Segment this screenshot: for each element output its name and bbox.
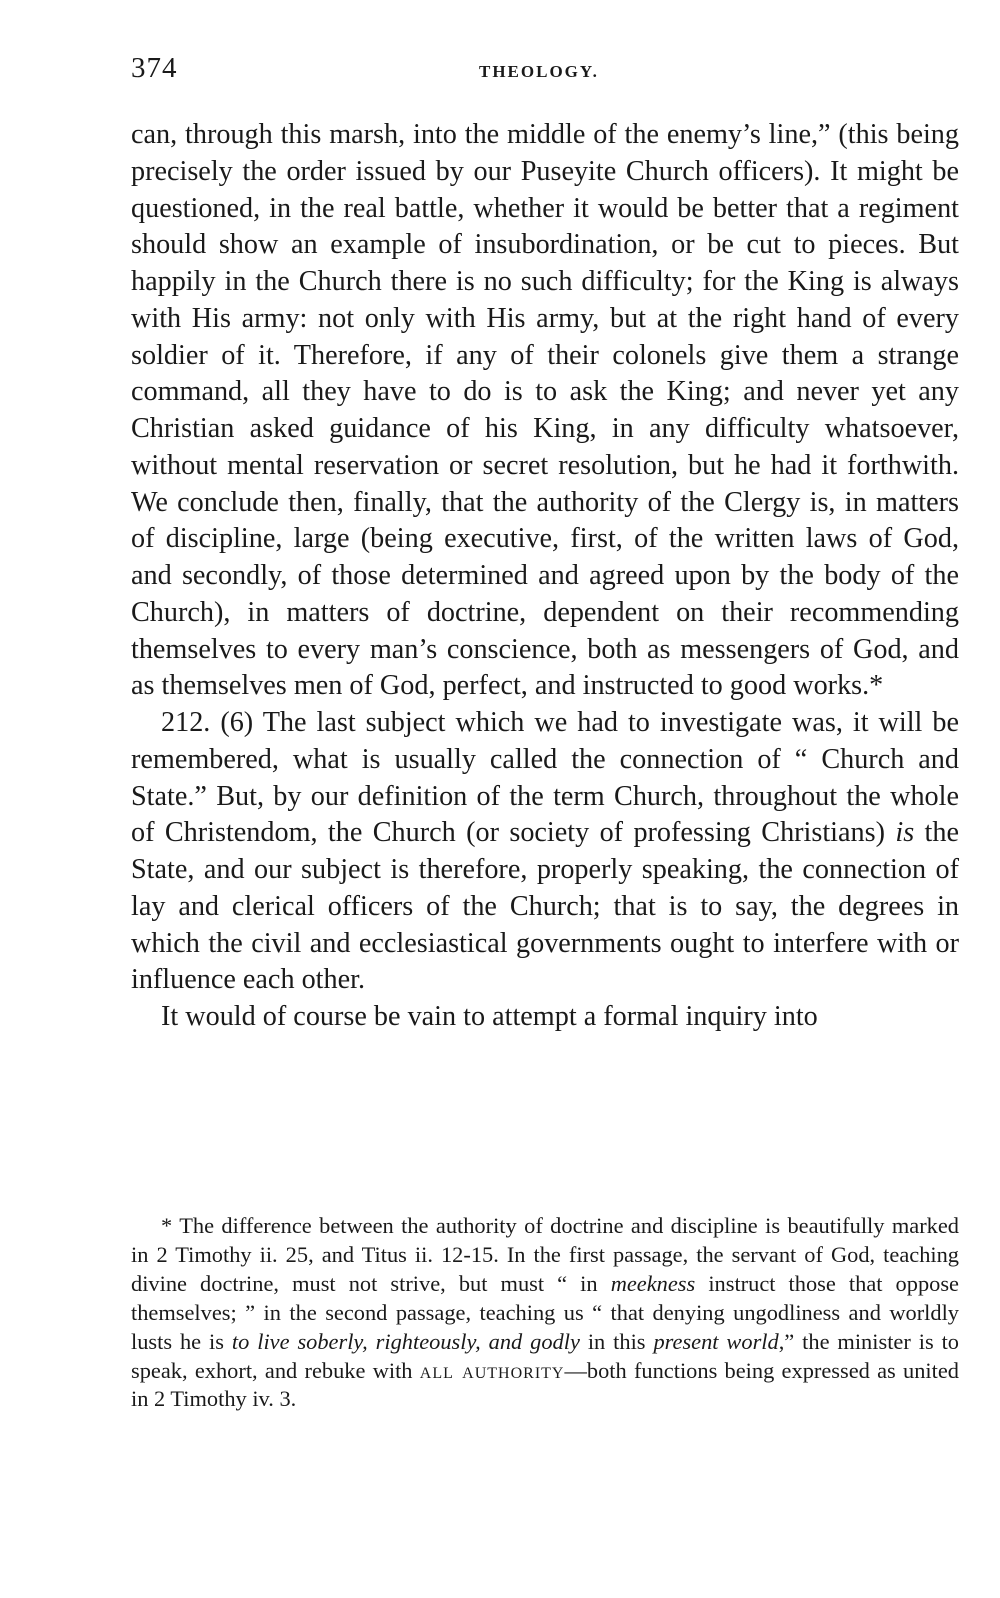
footnote bbox=[131, 1212, 959, 1414]
paragraph-text: 212. (6) The last subject which we had to investigate was, it will be remembered, what is usually called the connection of “ Church and State.” But, by our definition of the term Church, throughout the whole of Christendom, the Church (or society of professing Christians) bbox=[131, 707, 959, 849]
paragraph-next bbox=[131, 999, 959, 1036]
page-number: 374 bbox=[131, 52, 178, 84]
running-head bbox=[131, 52, 959, 92]
emphasis-is: is bbox=[895, 817, 915, 849]
footnote-smallcaps-all-authority: all authority bbox=[419, 1357, 565, 1383]
footnote-italic-quote: to live soberly, righteously, and godly bbox=[231, 1328, 580, 1354]
footnote-text: instruct those that oppose themselves; ” in the second passage, teaching us “ that denying ungodliness and worldly lusts he is bbox=[131, 1270, 959, 1354]
footnote-text: in this bbox=[579, 1328, 654, 1354]
footnote-italic-present-world: present world bbox=[653, 1328, 779, 1354]
paragraph-text: It would of course be vain to attempt a formal inquiry into bbox=[161, 1001, 818, 1032]
paragraph-continued bbox=[131, 117, 959, 705]
paragraph-text: can, through this marsh, into the middle of the enemy’s line,” (this being precisely the order issued by our Puseyite Church officers). It might be questioned, in the real battle, whether it would be better that a regiment should show an example of insubordination, or be cut to pieces. But happily in the Church there is no such difficulty; for the King is always with His army: not only with His army, but at the right hand of every soldier of it. Therefore, if any of their colonels give them a strange command, all they have to do is to ask the King; and never yet any Christian asked guidance of his King, in any difficulty whatsoever, without mental reservation or secret resolution, but he had it forthwith. We conclude then, finally, that the authority of the Clergy is, in matters of discipline, large (being executive, first, of the written laws of God, and secondly, of those determined and agreed upon by the body of the Church), in matters of doctrine, dependent on their recommending themselves to every man’s conscience, both as messengers of God, and as themselves men of God, perfect, and instructed to good works.* bbox=[131, 119, 959, 702]
paragraph-text: the State, and our subject is therefore, properly speaking, the connection of lay and clerical officers of the Church; that is to say, the degrees in which the civil and ecclesiastical governments ought to interfere with or influence each other. bbox=[131, 817, 959, 996]
paragraph-212 bbox=[131, 705, 959, 999]
footnote-text: ,” the minister is to speak, exhort, and rebuke with bbox=[131, 1328, 959, 1383]
footnote-text: —both functions being expressed as united in 2 Timothy iv. 3. bbox=[131, 1357, 959, 1412]
footnote-italic-meekness: meekness bbox=[610, 1270, 696, 1296]
running-title: THEOLOGY. bbox=[479, 62, 599, 81]
footnote-text: * The difference between the authority of doctrine and discipline is beautifully marked in 2 Timothy ii. 25, and Titus ii. 12-15. In the first passage, the servant of God, teaching divine doctrine, must not strive, but must “ in bbox=[131, 1213, 959, 1296]
footnote-paragraph bbox=[131, 1212, 959, 1414]
body-text bbox=[131, 117, 959, 1036]
